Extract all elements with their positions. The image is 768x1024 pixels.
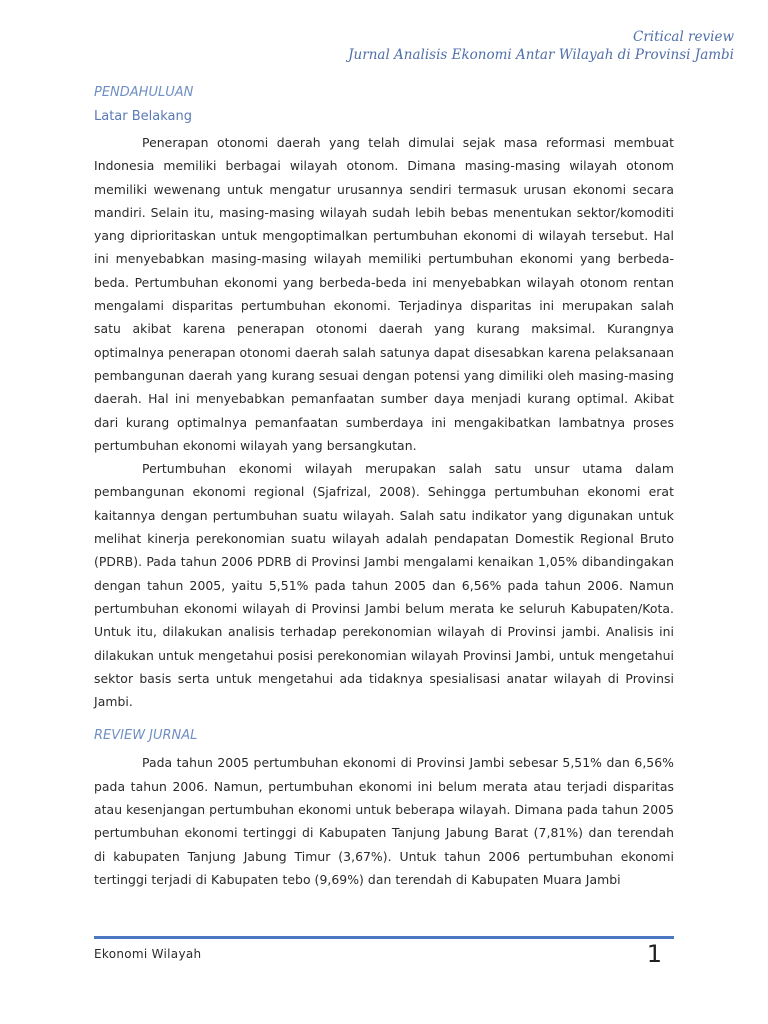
footer-course-name: Ekonomi Wilayah xyxy=(94,947,202,961)
header-title: Critical review xyxy=(633,29,734,45)
document-body xyxy=(94,84,674,891)
section-heading-pendahuluan: PENDAHULUAN xyxy=(94,85,194,100)
paragraph-3: Pada tahun 2005 pertumbuhan ekonomi di Provinsi Jambi sebesar 5,51% dan 6,56% pada tahun 2006. Namun, pertumbuhan ekonomi ini belum merata atau terjadi disparitas atau kesenjangan pertumbuhan ekonomi untuk beberapa wilayah. Dimana pada tahun 2005 pertumbuhan ekonomi tertinggi di Kabupaten Tanjung Jabung Barat (7,81%) dan terendah di kabupaten Tanjung Jabung Timur (3,67%). Untuk tahun 2006 pertumbuhan ekonomi tertinggi terjadi di Kabupaten tebo (9,69%) dan terendah di Kabupaten Muara Jambi xyxy=(94,755,674,887)
section-heading-review-jurnal: REVIEW JURNAL xyxy=(94,728,198,744)
subsection-heading-latar-belakang: Latar Belakang xyxy=(94,109,193,124)
footer-divider xyxy=(94,936,674,939)
paragraph-2: Pertumbuhan ekonomi wilayah merupakan salah satu unsur utama dalam pembangunan ekonomi regional (Sjafrizal, 2008). Sehingga pertumbuhan ekonomi erat kaitannya dengan pertumbuhan suatu wilayah. Salah satu indikator yang digunakan untuk melihat kinerja perekonomian suatu wilayah adalah pendapatan Domestik Regional Bruto (PDRB). Pada tahun 2006 PDRB di Provinsi Jambi mengalami kenaikan 1,05% dibandingakan dengan tahun 2005, yaitu 5,51% pada tahun 2005 dan 6,56% pada tahun 2006. Namun pertumbuhan ekonomi wilayah di Provinsi Jambi belum merata ke seluruh Kabupaten/Kota. Untuk itu, dilakukan analisis terhadap perekonomian wilayah di Provinsi jambi. Analisis ini dilakukan untuk mengetahui posisi perekonomian wilayah Provinsi Jambi, untuk mengetahui sektor basis serta untuk mengetahui ada tidaknya spesialisasi anatar wilayah di Provinsi Jambi. xyxy=(94,461,674,710)
page-header xyxy=(348,28,734,64)
page-number: 1 xyxy=(646,940,662,968)
paragraph-1: Penerapan otonomi daerah yang telah dimulai sejak masa reformasi membuat Indonesia memiliki berbagai wilayah otonom. Dimana masing-masing wilayah otonom memiliki wewenang untuk mengatur urusannya sendiri termasuk urusan ekonomi secara mandiri. Selain itu, masing-masing wilayah sudah lebih bebas menentukan sektor/komoditi yang diprioritaskan untuk mengoptimalkan pertumbuhan ekonomi di wilayah tersebut. Hal ini menyebabkan masing-masing wilayah memiliki pertumbuhan ekonomi yang berbeda-beda. Pertumbuhan ekonomi yang berbeda-beda ini menyebabkan wilayah otonom rentan mengalami disparitas pertumbuhan ekonomi. Terjadinya disparitas ini merupakan salah satu akibat karena penerapan otonomi daerah yang kurang maksimal. Kurangnya optimalnya penerapan otonomi daerah salah satunya dapat disesabkan karena pelaksanaan pembangunan daerah yang kurang sesuai dengan potensi yang dimiliki oleh masing-masing daerah. Hal ini menyebabkan pemanfaatan sumber daya menjadi kurang optimal. Akibat dari kurang optimalnya pemanfaatan sumberdaya ini mengakibatkan lambatnya proses pertumbuhan ekonomi wilayah yang bersangkutan. xyxy=(94,135,674,453)
header-subtitle: Jurnal Analisis Ekonomi Antar Wilayah di Provinsi Jambi xyxy=(348,47,734,63)
